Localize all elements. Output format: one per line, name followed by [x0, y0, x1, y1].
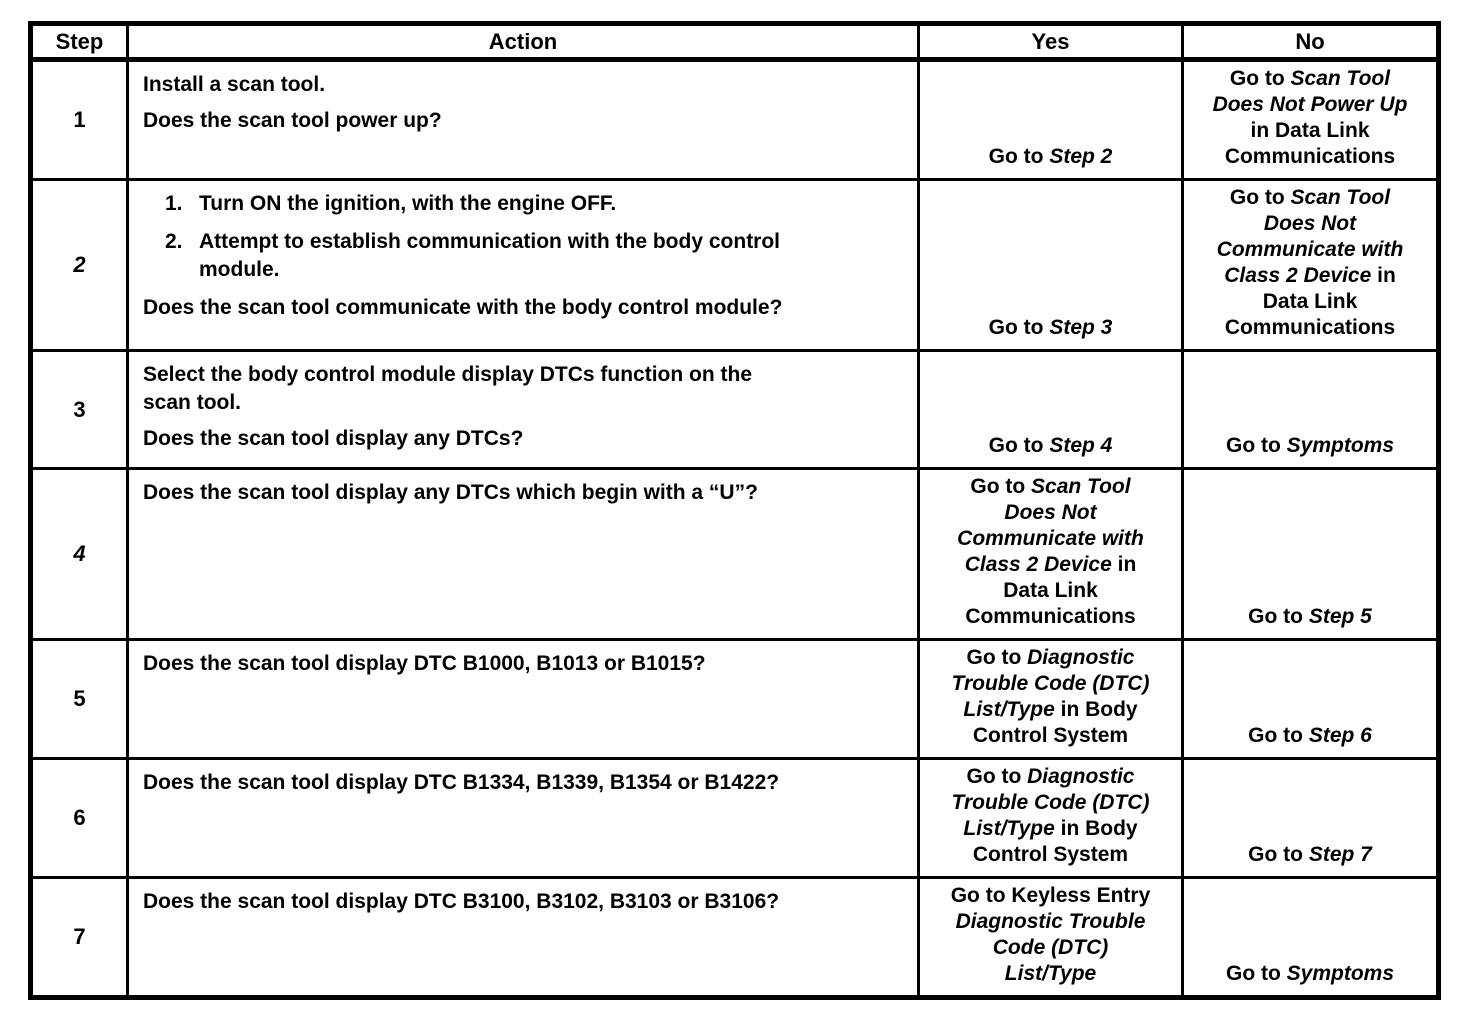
action-question: Does the scan tool display DTC B3100, B3102, B3103 or B3106?	[143, 890, 780, 913]
no-cell: Go to Symptoms	[1183, 351, 1439, 469]
yes-cell: Go to Step 3	[919, 180, 1183, 351]
action-cell	[128, 351, 919, 469]
action-question: Does the scan tool display DTC B1334, B1339, B1354 or B1422?	[143, 771, 780, 794]
step-number: 6	[31, 759, 128, 878]
header-row	[31, 24, 1439, 60]
yes-cell: Go to Step 4	[919, 351, 1183, 469]
step-number: 1	[31, 60, 128, 180]
step-number: 2	[31, 180, 128, 351]
no-cell: Go to Symptoms	[1183, 878, 1439, 998]
action-list-item	[165, 228, 907, 284]
table-row	[31, 180, 1439, 351]
yes-cell: Go to Keyless Entry Diagnostic Trouble Code (DTC) List/Type	[919, 878, 1183, 998]
column-header-step: Step	[31, 24, 128, 60]
step-number: 5	[31, 640, 128, 759]
column-header-action: Action	[128, 24, 919, 60]
yes-cell: Go to Diagnostic Trouble Code (DTC) List/Type in Body Control System	[919, 640, 1183, 759]
action-question: Does the scan tool display any DTCs which begin with a “U”?	[143, 481, 758, 504]
action-list-item	[165, 190, 907, 218]
table-row	[31, 640, 1439, 759]
action-cell	[128, 180, 919, 351]
action-question: Does the scan tool communicate with the body control module?	[143, 296, 783, 319]
action-text: Install a scan tool.	[143, 73, 326, 96]
column-header-no: No	[1183, 24, 1439, 60]
action-cell	[128, 640, 919, 759]
table-row	[31, 469, 1439, 640]
diagnostic-table	[28, 21, 1441, 1000]
step-number: 3	[31, 351, 128, 469]
no-cell: Go to Scan Tool Does Not Communicate with Class 2 Device in Data Link Communications	[1183, 180, 1439, 351]
yes-cell: Go to Scan Tool Does Not Communicate with Class 2 Device in Data Link Communications	[919, 469, 1183, 640]
action-question: Does the scan tool display DTC B1000, B1013 or B1015?	[143, 652, 706, 675]
list-number: 2.	[165, 230, 183, 253]
table-row	[31, 60, 1439, 180]
action-cell	[128, 60, 919, 180]
action-question: Does the scan tool power up?	[143, 109, 442, 132]
action-cell	[128, 469, 919, 640]
yes-cell: Go to Step 2	[919, 60, 1183, 180]
list-number: 1.	[165, 192, 183, 215]
action-text: Turn ON the ignition, with the engine OFF.	[199, 192, 617, 215]
no-cell: Go to Scan Tool Does Not Power Up in Data Link Communications	[1183, 60, 1439, 180]
step-number: 7	[31, 878, 128, 998]
table-row	[31, 878, 1439, 998]
yes-cell: Go to Diagnostic Trouble Code (DTC) List/Type in Body Control System	[919, 759, 1183, 878]
step-number: 4	[31, 469, 128, 640]
table-row	[31, 351, 1439, 469]
action-cell	[128, 759, 919, 878]
action-question: Does the scan tool display any DTCs?	[143, 427, 524, 450]
no-cell: Go to Step 6	[1183, 640, 1439, 759]
action-cell	[128, 878, 919, 998]
no-cell: Go to Step 7	[1183, 759, 1439, 878]
no-cell: Go to Step 5	[1183, 469, 1439, 640]
action-text: Select the body control module display DTCs function on the scan tool.	[143, 363, 753, 414]
action-text: Attempt to establish communication with the body control module.	[199, 230, 781, 281]
table-row	[31, 759, 1439, 878]
column-header-yes: Yes	[919, 24, 1183, 60]
